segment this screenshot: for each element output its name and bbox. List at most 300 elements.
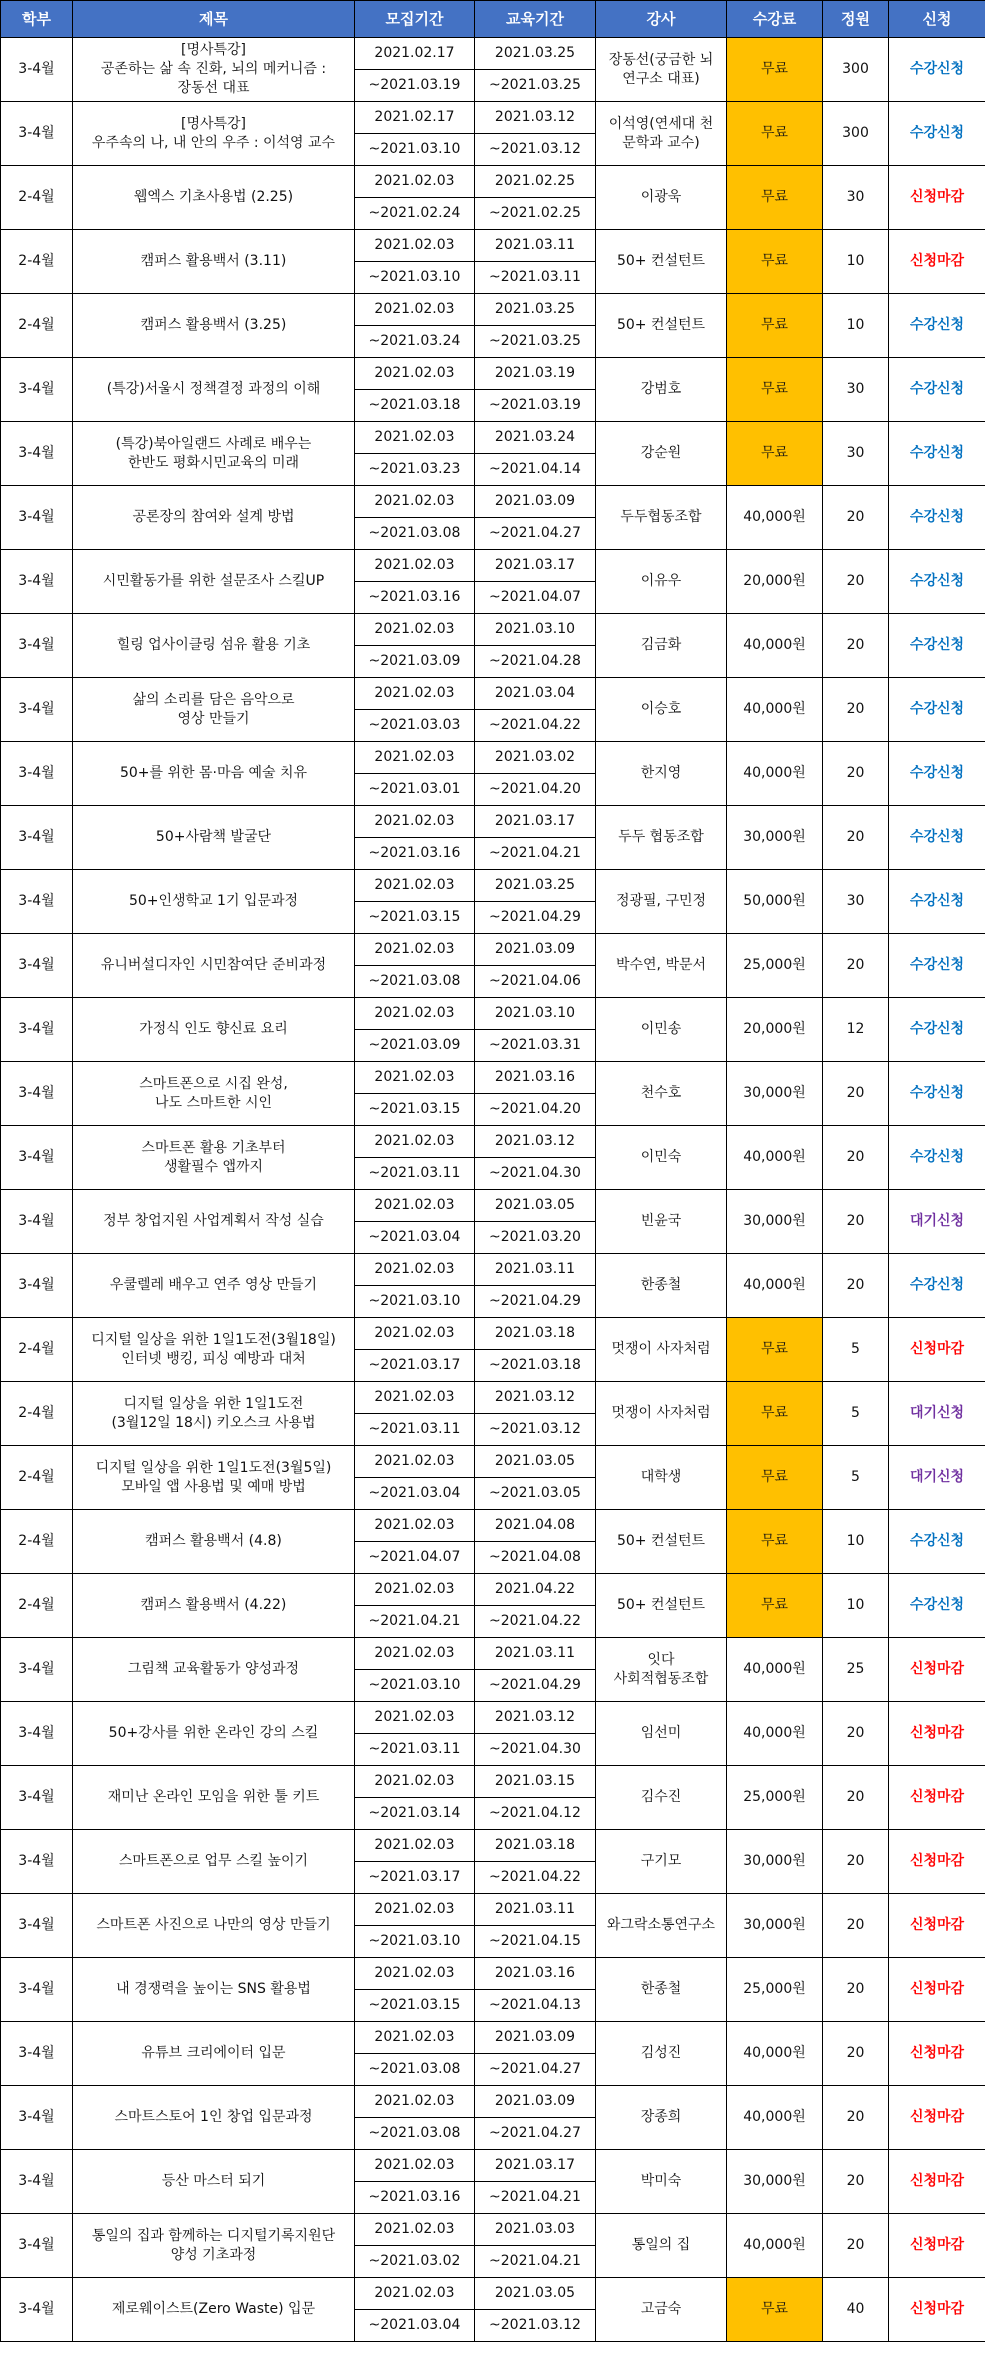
capacity-cell: 20 xyxy=(823,678,889,742)
recruit-start: 2021.02.03 xyxy=(355,2278,474,2310)
dept-cell: 2-4월 xyxy=(1,1510,73,1574)
instructor-cell: 이민숙 xyxy=(596,1126,727,1190)
edu-start: 2021.03.09 xyxy=(475,934,595,966)
header-recruit-period: 모집기간 xyxy=(355,1,475,38)
course-title-cell[interactable]: 정부 창업지원 사업계획서 작성 실습 xyxy=(73,1190,355,1254)
edu-start: 2021.03.02 xyxy=(475,742,595,774)
edu-end: ~2021.04.22 xyxy=(489,1613,581,1629)
capacity-cell: 5 xyxy=(823,1382,889,1446)
edu-end: ~2021.04.30 xyxy=(489,1741,581,1757)
instructor-cell: 한지영 xyxy=(596,742,727,806)
instructor-cell: 멋쟁이 사자처럼 xyxy=(596,1318,727,1382)
instructor-cell: 멋쟁이 사자처럼 xyxy=(596,1382,727,1446)
apply-status-link[interactable]: 신청마감 xyxy=(889,1318,985,1382)
dept-cell: 3-4월 xyxy=(1,2086,73,2150)
instructor-cell: 박미숙 xyxy=(596,2150,727,2214)
edu-end: ~2021.04.20 xyxy=(489,1101,581,1117)
dept-cell: 3-4월 xyxy=(1,2278,73,2342)
edu-start: 2021.03.17 xyxy=(475,806,595,838)
dept-cell: 2-4월 xyxy=(1,1318,73,1382)
apply-status-link[interactable]: 신청마감 xyxy=(889,2150,985,2214)
course-title-cell[interactable]: 공론장의 참여와 설계 방법 xyxy=(73,486,355,550)
recruit-start: 2021.02.03 xyxy=(355,1702,474,1734)
recruit-period-cell xyxy=(355,1958,475,2022)
apply-status-link[interactable]: 신청마감 xyxy=(889,1702,985,1766)
instructor-cell: 50+ 컨설턴트 xyxy=(596,294,727,358)
capacity-cell: 20 xyxy=(823,614,889,678)
fee-cell: 40,000원 xyxy=(727,1702,823,1766)
recruit-start: 2021.02.03 xyxy=(355,1894,474,1926)
fee-cell: 30,000원 xyxy=(727,1830,823,1894)
edu-period-cell xyxy=(475,1254,596,1318)
course-title-cell[interactable]: [명사특강] 공존하는 삶 속 진화, 뇌의 메커니즘 : 장동선 대표 xyxy=(73,38,355,102)
fee-cell: 20,000원 xyxy=(727,998,823,1062)
course-title-cell[interactable]: 스마트폰 사진으로 나만의 영상 만들기 xyxy=(73,1894,355,1958)
course-title-cell[interactable]: 웹엑스 기초사용법 (2.25) xyxy=(73,166,355,230)
edu-end: ~2021.04.15 xyxy=(489,1933,581,1949)
edu-start: 2021.03.24 xyxy=(475,422,595,454)
apply-status-link[interactable]: 수강신청 xyxy=(889,38,985,102)
fee-cell: 무료 xyxy=(727,1574,823,1638)
edu-start: 2021.03.17 xyxy=(475,2150,595,2182)
recruit-period-cell xyxy=(355,998,475,1062)
dept-cell: 2-4월 xyxy=(1,294,73,358)
edu-start: 2021.03.12 xyxy=(475,102,595,134)
recruit-period-cell xyxy=(355,2214,475,2278)
fee-cell: 무료 xyxy=(727,38,823,102)
apply-status-link[interactable]: 신청마감 xyxy=(889,1766,985,1830)
edu-start: 2021.03.11 xyxy=(475,1638,595,1670)
recruit-start: 2021.02.03 xyxy=(355,1830,474,1862)
table-row xyxy=(1,870,985,934)
recruit-start: 2021.02.03 xyxy=(355,742,474,774)
table-row xyxy=(1,102,985,166)
edu-end: ~2021.03.25 xyxy=(489,77,581,93)
recruit-start: 2021.02.03 xyxy=(355,1958,474,1990)
course-title-cell[interactable]: 캠퍼스 활용백서 (3.25) xyxy=(73,294,355,358)
fee-cell: 무료 xyxy=(727,1318,823,1382)
recruit-end: ~2021.03.11 xyxy=(368,1165,461,1181)
edu-start: 2021.03.18 xyxy=(475,1318,595,1350)
edu-period-cell xyxy=(475,1382,596,1446)
course-title-cell[interactable]: 등산 마스터 되기 xyxy=(73,2150,355,2214)
fee-cell: 무료 xyxy=(727,1382,823,1446)
recruit-period-cell xyxy=(355,550,475,614)
fee-cell: 40,000원 xyxy=(727,1254,823,1318)
table-row xyxy=(1,422,985,486)
recruit-end: ~2021.04.07 xyxy=(368,1549,461,1565)
recruit-period-cell xyxy=(355,1702,475,1766)
fee-cell: 무료 xyxy=(727,230,823,294)
apply-status-link[interactable]: 수강신청 xyxy=(889,678,985,742)
edu-period-cell xyxy=(475,934,596,998)
recruit-start: 2021.02.03 xyxy=(355,934,474,966)
edu-period-cell xyxy=(475,2150,596,2214)
dept-cell: 3-4월 xyxy=(1,102,73,166)
edu-end: ~2021.03.12 xyxy=(489,2317,581,2333)
course-title-cell[interactable]: 캠퍼스 활용백서 (3.11) xyxy=(73,230,355,294)
recruit-end: ~2021.03.08 xyxy=(368,973,461,989)
recruit-start: 2021.02.03 xyxy=(355,614,474,646)
course-title-cell[interactable]: 50+를 위한 몸·마음 예술 치유 xyxy=(73,742,355,806)
apply-status-link[interactable]: 수강신청 xyxy=(889,1254,985,1318)
table-row xyxy=(1,38,985,102)
course-title-cell[interactable]: 유니버설디자인 시민참여단 준비과정 xyxy=(73,934,355,998)
apply-status-link[interactable]: 수강신청 xyxy=(889,102,985,166)
dept-cell: 3-4월 xyxy=(1,2214,73,2278)
course-title-cell[interactable]: [명사특강] 우주속의 나, 내 안의 우주 : 이석영 교수 xyxy=(73,102,355,166)
course-title-cell[interactable]: 50+사람책 발굴단 xyxy=(73,806,355,870)
recruit-end: ~2021.03.23 xyxy=(368,461,461,477)
fee-cell: 50,000원 xyxy=(727,870,823,934)
edu-period-cell xyxy=(475,294,596,358)
dept-cell: 3-4월 xyxy=(1,998,73,1062)
capacity-cell: 20 xyxy=(823,1766,889,1830)
apply-status-link[interactable]: 대기신청 xyxy=(889,1190,985,1254)
edu-start: 2021.03.05 xyxy=(475,1190,595,1222)
course-title-cell[interactable]: 디지털 일상을 위한 1일1도전(3월18일) 인터넷 뱅킹, 피싱 예방과 대처 xyxy=(73,1318,355,1382)
edu-start: 2021.03.16 xyxy=(475,1062,595,1094)
recruit-period-cell xyxy=(355,2086,475,2150)
instructor-cell: 천수호 xyxy=(596,1062,727,1126)
apply-status-link[interactable]: 수강신청 xyxy=(889,870,985,934)
course-title-cell[interactable]: 스마트스토어 1인 창업 입문과정 xyxy=(73,2086,355,2150)
recruit-period-cell xyxy=(355,1766,475,1830)
table-row xyxy=(1,1830,985,1894)
edu-end: ~2021.04.22 xyxy=(489,717,581,733)
apply-status-link[interactable]: 신청마감 xyxy=(889,230,985,294)
edu-start: 2021.03.09 xyxy=(475,486,595,518)
instructor-cell: 구기모 xyxy=(596,1830,727,1894)
instructor-cell: 이광욱 xyxy=(596,166,727,230)
capacity-cell: 20 xyxy=(823,742,889,806)
recruit-start: 2021.02.03 xyxy=(355,1190,474,1222)
fee-cell: 40,000원 xyxy=(727,614,823,678)
edu-period-cell xyxy=(475,358,596,422)
header-edu-period: 교육기간 xyxy=(475,1,596,38)
apply-status-link[interactable]: 신청마감 xyxy=(889,1894,985,1958)
course-title-cell[interactable]: 시민활동가를 위한 설문조사 스킬UP xyxy=(73,550,355,614)
recruit-end: ~2021.03.10 xyxy=(368,141,461,157)
recruit-end: ~2021.03.08 xyxy=(368,2125,461,2141)
apply-status-link[interactable]: 신청마감 xyxy=(889,1958,985,2022)
table-row xyxy=(1,1254,985,1318)
edu-end: ~2021.04.20 xyxy=(489,781,581,797)
edu-period-cell xyxy=(475,1446,596,1510)
recruit-start: 2021.02.03 xyxy=(355,1510,474,1542)
recruit-end: ~2021.03.14 xyxy=(368,1805,461,1821)
recruit-start: 2021.02.03 xyxy=(355,1574,474,1606)
table-row xyxy=(1,806,985,870)
recruit-end: ~2021.03.04 xyxy=(368,1229,461,1245)
edu-period-cell xyxy=(475,2022,596,2086)
recruit-period-cell xyxy=(355,1446,475,1510)
capacity-cell: 20 xyxy=(823,1062,889,1126)
recruit-start: 2021.02.03 xyxy=(355,486,474,518)
header-dept: 학부 xyxy=(1,1,73,38)
edu-start: 2021.03.19 xyxy=(475,358,595,390)
dept-cell: 3-4월 xyxy=(1,422,73,486)
course-title-cell[interactable]: (특강)북아일랜드 사례로 배우는 한반도 평화시민교육의 미래 xyxy=(73,422,355,486)
recruit-start: 2021.02.03 xyxy=(355,2022,474,2054)
apply-status-link[interactable]: 수강신청 xyxy=(889,614,985,678)
capacity-cell: 20 xyxy=(823,934,889,998)
edu-end: ~2021.04.21 xyxy=(489,845,581,861)
edu-start: 2021.03.10 xyxy=(475,614,595,646)
recruit-period-cell xyxy=(355,230,475,294)
edu-period-cell xyxy=(475,1766,596,1830)
instructor-cell: 고금숙 xyxy=(596,2278,727,2342)
edu-period-cell xyxy=(475,230,596,294)
edu-start: 2021.03.10 xyxy=(475,998,595,1030)
dept-cell: 2-4월 xyxy=(1,1446,73,1510)
instructor-cell: 임선미 xyxy=(596,1702,727,1766)
recruit-end: ~2021.03.09 xyxy=(368,1037,461,1053)
table-row xyxy=(1,1638,985,1702)
course-title-cell[interactable]: 제로웨이스트(Zero Waste) 입문 xyxy=(73,2278,355,2342)
table-row xyxy=(1,294,985,358)
recruit-period-cell xyxy=(355,614,475,678)
dept-cell: 2-4월 xyxy=(1,230,73,294)
table-row xyxy=(1,2022,985,2086)
fee-cell: 30,000원 xyxy=(727,806,823,870)
instructor-cell: 한종철 xyxy=(596,1254,727,1318)
apply-status-link[interactable]: 수강신청 xyxy=(889,934,985,998)
capacity-cell: 300 xyxy=(823,102,889,166)
edu-start: 2021.03.17 xyxy=(475,550,595,582)
course-title-cell[interactable]: 50+강사를 위한 온라인 강의 스킬 xyxy=(73,1702,355,1766)
edu-period-cell xyxy=(475,2214,596,2278)
recruit-end: ~2021.03.09 xyxy=(368,653,461,669)
edu-end: ~2021.04.21 xyxy=(489,2253,581,2269)
recruit-start: 2021.02.03 xyxy=(355,998,474,1030)
apply-status-link[interactable]: 수강신청 xyxy=(889,1062,985,1126)
apply-status-link[interactable]: 대기신청 xyxy=(889,1446,985,1510)
course-title-cell[interactable]: 삶의 소리를 담은 음악으로 영상 만들기 xyxy=(73,678,355,742)
course-title-cell[interactable]: 내 경쟁력을 높이는 SNS 활용법 xyxy=(73,1958,355,2022)
course-title-cell[interactable]: 유튜브 크리에이터 입문 xyxy=(73,2022,355,2086)
instructor-cell: 잇다 사회적협동조합 xyxy=(596,1638,727,1702)
recruit-end: ~2021.03.16 xyxy=(368,845,461,861)
edu-end: ~2021.04.29 xyxy=(489,909,581,925)
apply-status-link[interactable]: 신청마감 xyxy=(889,2278,985,2342)
capacity-cell: 20 xyxy=(823,2086,889,2150)
recruit-end: ~2021.03.04 xyxy=(368,2317,461,2333)
instructor-cell: 이유우 xyxy=(596,550,727,614)
apply-status-link[interactable]: 수강신청 xyxy=(889,1126,985,1190)
recruit-period-cell xyxy=(355,1126,475,1190)
instructor-cell: 이민송 xyxy=(596,998,727,1062)
apply-status-link[interactable]: 수강신청 xyxy=(889,358,985,422)
edu-end: ~2021.03.19 xyxy=(489,397,581,413)
table-row xyxy=(1,678,985,742)
edu-end: ~2021.03.20 xyxy=(489,1229,581,1245)
course-title-cell[interactable]: 캠퍼스 활용백서 (4.8) xyxy=(73,1510,355,1574)
edu-end: ~2021.04.28 xyxy=(489,653,581,669)
course-title-cell[interactable]: 디지털 일상을 위한 1일1도전(3월5일) 모바일 앱 사용법 및 예매 방법 xyxy=(73,1446,355,1510)
instructor-cell: 강순원 xyxy=(596,422,727,486)
apply-status-link[interactable]: 신청마감 xyxy=(889,1830,985,1894)
apply-status-link[interactable]: 수강신청 xyxy=(889,742,985,806)
recruit-end: ~2021.03.16 xyxy=(368,589,461,605)
capacity-cell: 20 xyxy=(823,1958,889,2022)
course-title-cell[interactable]: 우쿨렐레 배우고 연주 영상 만들기 xyxy=(73,1254,355,1318)
apply-status-link[interactable]: 대기신청 xyxy=(889,1382,985,1446)
apply-status-link[interactable]: 신청마감 xyxy=(889,2214,985,2278)
recruit-start: 2021.02.03 xyxy=(355,1254,474,1286)
recruit-period-cell xyxy=(355,102,475,166)
edu-period-cell xyxy=(475,1190,596,1254)
course-title-cell[interactable]: 스마트폰으로 시집 완성, 나도 스마트한 시인 xyxy=(73,1062,355,1126)
course-title-cell[interactable]: 힐링 업사이클링 섬유 활용 기초 xyxy=(73,614,355,678)
apply-status-link[interactable]: 신청마감 xyxy=(889,2086,985,2150)
fee-cell: 무료 xyxy=(727,422,823,486)
capacity-cell: 30 xyxy=(823,358,889,422)
recruit-start: 2021.02.03 xyxy=(355,678,474,710)
course-title-cell[interactable]: 50+인생학교 1기 입문과정 xyxy=(73,870,355,934)
instructor-cell: 박수연, 박문서 xyxy=(596,934,727,998)
table-row xyxy=(1,1958,985,2022)
dept-cell: 3-4월 xyxy=(1,38,73,102)
header-fee: 수강료 xyxy=(727,1,823,38)
edu-end: ~2021.04.07 xyxy=(489,589,581,605)
apply-status-link[interactable]: 수강신청 xyxy=(889,422,985,486)
recruit-end: ~2021.03.17 xyxy=(368,1869,461,1885)
header-instructor: 강사 xyxy=(596,1,727,38)
recruit-end: ~2021.03.08 xyxy=(368,2061,461,2077)
edu-period-cell xyxy=(475,102,596,166)
recruit-period-cell xyxy=(355,486,475,550)
table-row xyxy=(1,358,985,422)
recruit-end: ~2021.03.11 xyxy=(368,1421,461,1437)
apply-status-link[interactable]: 신청마감 xyxy=(889,1638,985,1702)
course-title-cell[interactable]: 재미난 온라인 모임을 위한 툴 키트 xyxy=(73,1766,355,1830)
recruit-start: 2021.02.03 xyxy=(355,1638,474,1670)
table-row xyxy=(1,1126,985,1190)
recruit-end: ~2021.02.24 xyxy=(368,205,461,221)
recruit-period-cell xyxy=(355,1510,475,1574)
course-title-cell[interactable]: (특강)서울시 정책결정 과정의 이해 xyxy=(73,358,355,422)
fee-cell: 40,000원 xyxy=(727,486,823,550)
recruit-end: ~2021.03.10 xyxy=(368,1677,461,1693)
apply-status-link[interactable]: 수강신청 xyxy=(889,1574,985,1638)
edu-start: 2021.03.12 xyxy=(475,1126,595,1158)
recruit-end: ~2021.03.10 xyxy=(368,1293,461,1309)
apply-status-link[interactable]: 수강신청 xyxy=(889,998,985,1062)
recruit-end: ~2021.03.18 xyxy=(368,397,461,413)
apply-status-link[interactable]: 수강신청 xyxy=(889,294,985,358)
course-title-cell[interactable]: 캠퍼스 활용백서 (4.22) xyxy=(73,1574,355,1638)
table-row xyxy=(1,486,985,550)
capacity-cell: 20 xyxy=(823,2214,889,2278)
capacity-cell: 20 xyxy=(823,806,889,870)
edu-end: ~2021.04.27 xyxy=(489,2061,581,2077)
edu-end: ~2021.04.06 xyxy=(489,973,581,989)
edu-start: 2021.03.11 xyxy=(475,1894,595,1926)
edu-end: ~2021.03.18 xyxy=(489,1357,581,1373)
apply-status-link[interactable]: 수강신청 xyxy=(889,1510,985,1574)
edu-start: 2021.03.12 xyxy=(475,1702,595,1734)
dept-cell: 3-4월 xyxy=(1,614,73,678)
course-title-cell[interactable]: 통일의 집과 함께하는 디지털기록지원단 양성 기초과정 xyxy=(73,2214,355,2278)
table-row xyxy=(1,1318,985,1382)
dept-cell: 3-4월 xyxy=(1,1894,73,1958)
fee-cell: 40,000원 xyxy=(727,2022,823,2086)
edu-end: ~2021.03.12 xyxy=(489,1421,581,1437)
edu-period-cell xyxy=(475,806,596,870)
edu-period-cell xyxy=(475,1702,596,1766)
edu-start: 2021.03.04 xyxy=(475,678,595,710)
table-row xyxy=(1,2214,985,2278)
edu-period-cell xyxy=(475,2278,596,2342)
dept-cell: 2-4월 xyxy=(1,1574,73,1638)
table-row xyxy=(1,2278,985,2342)
dept-cell: 3-4월 xyxy=(1,1190,73,1254)
edu-start: 2021.03.05 xyxy=(475,1446,595,1478)
table-row xyxy=(1,998,985,1062)
edu-end: ~2021.04.22 xyxy=(489,1869,581,1885)
capacity-cell: 10 xyxy=(823,1510,889,1574)
recruit-period-cell xyxy=(355,1382,475,1446)
table-row xyxy=(1,1190,985,1254)
edu-period-cell xyxy=(475,742,596,806)
instructor-cell: 와그락소통연구소 xyxy=(596,1894,727,1958)
edu-period-cell xyxy=(475,1126,596,1190)
table-row xyxy=(1,1382,985,1446)
edu-start: 2021.02.25 xyxy=(475,166,595,198)
course-title-cell[interactable]: 그림책 교육활동가 양성과정 xyxy=(73,1638,355,1702)
capacity-cell: 20 xyxy=(823,1702,889,1766)
course-title-cell[interactable]: 스마트폰으로 업무 스킬 높이기 xyxy=(73,1830,355,1894)
recruit-end: ~2021.03.08 xyxy=(368,525,461,541)
capacity-cell: 5 xyxy=(823,1446,889,1510)
edu-end: ~2021.03.05 xyxy=(489,1485,581,1501)
edu-end: ~2021.04.27 xyxy=(489,525,581,541)
apply-status-link[interactable]: 수강신청 xyxy=(889,550,985,614)
capacity-cell: 40 xyxy=(823,2278,889,2342)
course-title-cell[interactable]: 가정식 인도 향신료 요리 xyxy=(73,998,355,1062)
capacity-cell: 30 xyxy=(823,422,889,486)
recruit-start: 2021.02.03 xyxy=(355,1382,474,1414)
apply-status-link[interactable]: 신청마감 xyxy=(889,2022,985,2086)
capacity-cell: 20 xyxy=(823,1190,889,1254)
dept-cell: 3-4월 xyxy=(1,1702,73,1766)
course-title-cell[interactable]: 스마트폰 활용 기초부터 생활필수 앱까지 xyxy=(73,1126,355,1190)
edu-period-cell xyxy=(475,1894,596,1958)
apply-status-link[interactable]: 수강신청 xyxy=(889,486,985,550)
dept-cell: 3-4월 xyxy=(1,1638,73,1702)
recruit-period-cell xyxy=(355,38,475,102)
fee-cell: 30,000원 xyxy=(727,1894,823,1958)
fee-cell: 무료 xyxy=(727,2278,823,2342)
recruit-start: 2021.02.03 xyxy=(355,166,474,198)
capacity-cell: 10 xyxy=(823,230,889,294)
fee-cell: 40,000원 xyxy=(727,1126,823,1190)
apply-status-link[interactable]: 수강신청 xyxy=(889,806,985,870)
course-title-cell[interactable]: 디지털 일상을 위한 1일1도전 (3월12일 18시) 키오스크 사용법 xyxy=(73,1382,355,1446)
capacity-cell: 5 xyxy=(823,1318,889,1382)
table-row xyxy=(1,934,985,998)
instructor-cell: 통일의 집 xyxy=(596,2214,727,2278)
recruit-period-cell xyxy=(355,1318,475,1382)
fee-cell: 40,000원 xyxy=(727,742,823,806)
instructor-cell: 김수진 xyxy=(596,1766,727,1830)
edu-start: 2021.03.18 xyxy=(475,1830,595,1862)
apply-status-link[interactable]: 신청마감 xyxy=(889,166,985,230)
recruit-period-cell xyxy=(355,2278,475,2342)
edu-end: ~2021.03.11 xyxy=(489,269,581,285)
capacity-cell: 20 xyxy=(823,2150,889,2214)
